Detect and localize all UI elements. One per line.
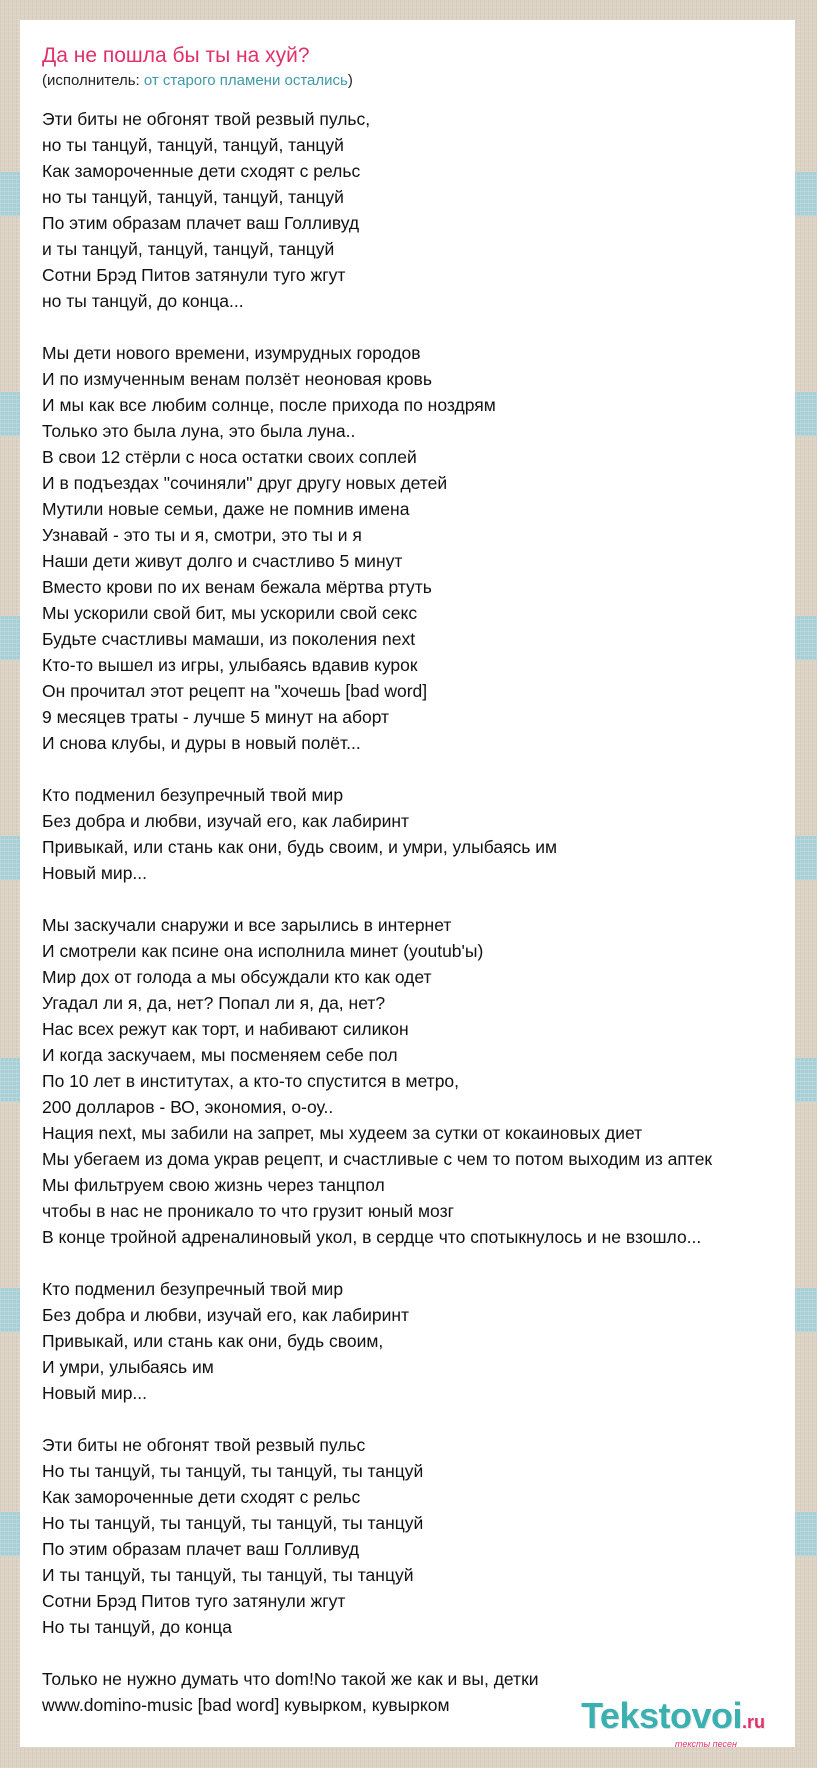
lyric-line: Кто подменил безупречный твой мир xyxy=(42,1279,344,1299)
lyric-line: Без добра и любви, изучай его, как лабиринт xyxy=(42,1305,410,1325)
lyric-line: 200 долларов - ВО, экономия, о-оу.. xyxy=(42,1097,334,1117)
logo-name: Tekstovoi xyxy=(581,1695,742,1736)
stanza-gap xyxy=(42,314,795,340)
lyric-line: Но ты танцуй, ты танцуй, ты танцуй, ты танцуй xyxy=(42,1461,424,1481)
lyrics-text xyxy=(42,106,795,1718)
lyric-line: Нас всех режут как торт, и набивают силикон xyxy=(42,1019,409,1039)
lyric-line: Мир дох от голода а мы обсуждали кто как одет xyxy=(42,967,432,987)
lyric-line: но ты танцуй, танцуй, танцуй, танцуй xyxy=(42,135,344,155)
stanza-gap xyxy=(42,1406,795,1432)
lyric-line: Он прочитал этот рецепт на "хочешь [bad word] xyxy=(42,681,428,701)
lyric-line: Новый мир... xyxy=(42,863,148,883)
lyric-line: Мы заскучали снаружи и все зарылись в интернет xyxy=(42,915,452,935)
lyric-line: И по измученным венам ползёт неоновая кровь xyxy=(42,369,432,389)
logo-tld: .ru xyxy=(741,1712,765,1732)
lyric-line: Кто подменил безупречный твой мир xyxy=(42,785,344,805)
lyric-line: Мы ускорили свой бит, мы ускорили свой секс xyxy=(42,603,418,623)
lyric-line: Новый мир... xyxy=(42,1383,148,1403)
lyric-line: 9 месяцев траты - лучше 5 минут на аборт xyxy=(42,707,390,727)
lyric-line: Как замороченные дети сходят с рельс xyxy=(42,1487,361,1507)
lyric-line: Привыкай, или стань как они, будь своим, xyxy=(42,1331,384,1351)
lyric-line: Мы дети нового времени, изумрудных городов xyxy=(42,343,421,363)
lyric-line: Эти биты не обгонят твой резвый пульс xyxy=(42,1435,366,1455)
lyric-line: И умри, улыбаясь им xyxy=(42,1357,214,1377)
lyric-line: По этим образам плачет ваш Голливуд xyxy=(42,213,360,233)
lyric-line: По этим образам плачет ваш Голливуд xyxy=(42,1539,360,1559)
logo-tagline: тексты песен xyxy=(674,1739,737,1747)
lyric-line: Кто-то вышел из игры, улыбаясь вдавив курок xyxy=(42,655,418,675)
lyric-line: но ты танцуй, до конца... xyxy=(42,291,244,311)
stanza-gap xyxy=(42,1250,795,1276)
lyric-line: Мутили новые семьи, даже не помнив имена xyxy=(42,499,410,519)
lyric-line: Только это была луна, это была луна.. xyxy=(42,421,356,441)
lyric-line: Мы убегаем из дома украв рецепт, и счастливые с чем то потом выходим из аптек xyxy=(42,1149,713,1169)
lyric-line: Эти биты не обгонят твой резвый пульс, xyxy=(42,109,371,129)
lyric-line: Мы фильтруем свою жизнь через танцпол xyxy=(42,1175,385,1195)
lyric-line: Привыкай, или стань как они, будь своим, и умри, улыбаясь им xyxy=(42,837,558,857)
lyrics-panel xyxy=(20,20,795,1747)
performer-prefix: (исполнитель: xyxy=(42,72,144,89)
lyric-line: И смотрели как псине она исполнила минет (youtub'ы) xyxy=(42,941,484,961)
lyric-line: И мы как все любим солнце, после прихода по ноздрям xyxy=(42,395,496,415)
lyric-line: www.domino-music [bad word] кувырком, кувырком xyxy=(42,1695,450,1715)
lyric-line: И ты танцуй, ты танцуй, ты танцуй, ты танцуй xyxy=(42,1565,414,1585)
lyric-line: Сотни Брэд Питов затянули туго жгут xyxy=(42,265,346,285)
lyric-line: И в подъездах "сочиняли" друг другу новых детей xyxy=(42,473,448,493)
lyric-line: По 10 лет в институтах, а кто-то спустится в метро, xyxy=(42,1071,460,1091)
stanza-gap xyxy=(42,756,795,782)
site-logo[interactable] xyxy=(581,1695,765,1747)
lyric-line: Вместо крови по их венам бежала мёртва ртуть xyxy=(42,577,432,597)
stanza-gap xyxy=(42,886,795,912)
performer-suffix: ) xyxy=(347,72,353,89)
lyric-line: Только не нужно думать что dom!No такой же как и вы, детки xyxy=(42,1669,539,1689)
performer-line xyxy=(42,72,353,89)
lyric-line: Но ты танцуй, до конца xyxy=(42,1617,232,1637)
song-title: Да не пошла бы ты на хуй? xyxy=(42,44,310,67)
lyric-line: И снова клубы, и дуры в новый полёт... xyxy=(42,733,361,753)
lyric-line: чтобы в нас не проникало то что грузит юный мозг xyxy=(42,1201,454,1221)
lyric-line: Наши дети живут долго и счастливо 5 минут xyxy=(42,551,403,571)
lyric-line: но ты танцуй, танцуй, танцуй, танцуй xyxy=(42,187,344,207)
lyric-line: В конце тройной адреналиновый укол, в сердце что спотыкнулось и не взошло... xyxy=(42,1227,702,1247)
lyric-line: Будьте счастливы мамаши, из поколения next xyxy=(42,629,416,649)
lyric-line: Сотни Брэд Питов туго затянули жгут xyxy=(42,1591,346,1611)
lyric-line: Как замороченные дети сходят с рельс xyxy=(42,161,361,181)
performer-link[interactable]: от старого пламени остались xyxy=(143,72,348,89)
lyric-line: Но ты танцуй, ты танцуй, ты танцуй, ты танцуй xyxy=(42,1513,424,1533)
stanza-gap xyxy=(42,1640,795,1666)
lyric-line: В свои 12 стёрли с носа остатки своих соплей xyxy=(42,447,417,467)
lyric-line: И когда заскучаем, мы посменяем себе пол xyxy=(42,1045,398,1065)
lyric-line: Нация next, мы забили на запрет, мы худеем за сутки от кокаиновых диет xyxy=(42,1123,643,1143)
lyric-line: Без добра и любви, изучай его, как лабиринт xyxy=(42,811,410,831)
lyric-line: Узнавай - это ты и я, смотри, это ты и я xyxy=(42,525,362,545)
lyric-line: Угадал ли я, да, нет? Попал ли я, да, нет? xyxy=(42,993,386,1013)
lyric-line: и ты танцуй, танцуй, танцуй, танцуй xyxy=(42,239,335,259)
